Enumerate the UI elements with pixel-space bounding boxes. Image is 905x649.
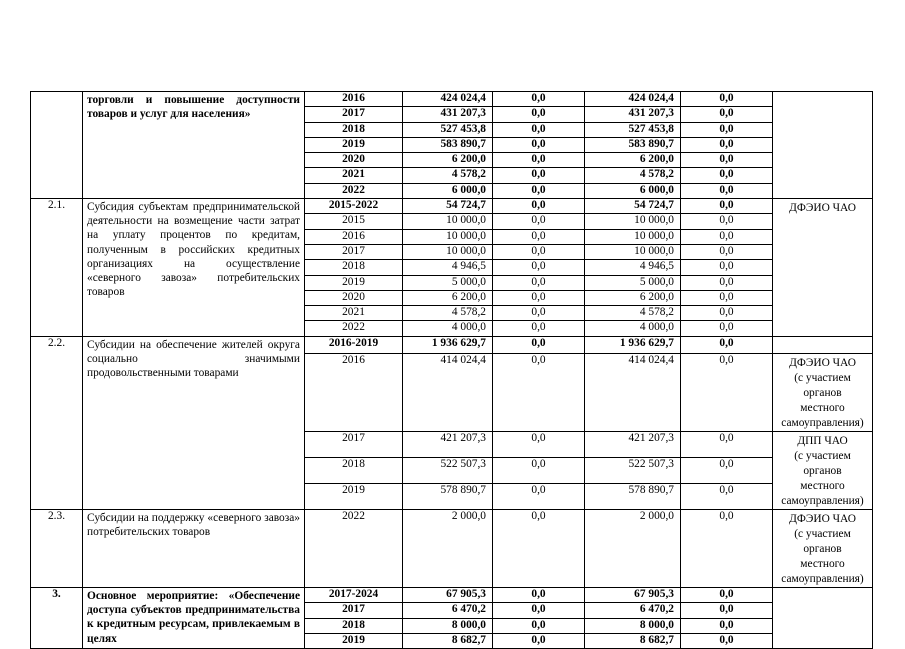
other-amount-cell: 0,0	[681, 290, 773, 305]
total-amount-cell: 414 024,4	[403, 354, 493, 432]
other-amount-cell: 0,0	[681, 306, 773, 321]
executor-line: (с участием органов	[794, 528, 851, 556]
regional-amount-cell: 4 946,5	[585, 260, 681, 275]
regional-amount-cell: 2 000,0	[585, 510, 681, 588]
other-amount-cell: 0,0	[681, 214, 773, 229]
federal-amount-cell: 0,0	[493, 199, 585, 214]
total-amount-cell: 424 024,4	[403, 92, 493, 107]
other-amount-cell: 0,0	[681, 510, 773, 588]
federal-amount-cell: 0,0	[493, 510, 585, 588]
total-amount-cell: 5 000,0	[403, 275, 493, 290]
year-cell: 2017-2024	[305, 588, 403, 603]
executor-line: местного	[800, 480, 845, 493]
other-amount-cell: 0,0	[681, 275, 773, 290]
regional-amount-cell: 431 207,3	[585, 107, 681, 122]
total-amount-cell: 67 905,3	[403, 588, 493, 603]
regional-amount-cell: 4 578,2	[585, 306, 681, 321]
row-description: Основное мероприятие: «Обеспечение доступа субъектов предпринимательства к кредитным ресурсам, привлекаемым в целях	[83, 588, 305, 649]
row-number: 3.	[31, 588, 83, 649]
federal-amount-cell: 0,0	[493, 484, 585, 510]
year-cell: 2019	[305, 484, 403, 510]
regional-amount-cell: 6 470,2	[585, 603, 681, 618]
other-amount-cell: 0,0	[681, 484, 773, 510]
year-cell: 2022	[305, 321, 403, 336]
other-amount-cell: 0,0	[681, 183, 773, 198]
other-amount-cell: 0,0	[681, 244, 773, 259]
regional-amount-cell: 54 724,7	[585, 199, 681, 214]
other-amount-cell: 0,0	[681, 321, 773, 336]
federal-amount-cell: 0,0	[493, 354, 585, 432]
other-amount-cell: 0,0	[681, 260, 773, 275]
other-amount-cell: 0,0	[681, 153, 773, 168]
year-cell: 2020	[305, 290, 403, 305]
regional-amount-cell: 10 000,0	[585, 244, 681, 259]
federal-amount-cell: 0,0	[493, 432, 585, 458]
row-number: 2.1.	[31, 199, 83, 337]
budget-table	[30, 91, 873, 649]
regional-amount-cell: 10 000,0	[585, 229, 681, 244]
other-amount-cell: 0,0	[681, 603, 773, 618]
regional-amount-cell: 6 200,0	[585, 290, 681, 305]
regional-amount-cell: 5 000,0	[585, 275, 681, 290]
table-row	[31, 510, 873, 588]
regional-amount-cell: 4 578,2	[585, 168, 681, 183]
total-amount-cell: 4 946,5	[403, 260, 493, 275]
other-amount-cell: 0,0	[681, 633, 773, 648]
executor-line: самоуправления)	[781, 573, 864, 586]
year-cell: 2018	[305, 122, 403, 137]
year-cell: 2021	[305, 168, 403, 183]
executor-cell	[773, 510, 873, 588]
executor-line: ДФЭИО ЧАО	[789, 513, 856, 526]
executor-cell: ДФЭИО ЧАО	[773, 199, 873, 337]
year-cell: 2017	[305, 603, 403, 618]
year-cell: 2017	[305, 107, 403, 122]
regional-amount-cell: 6 000,0	[585, 183, 681, 198]
total-amount-cell: 8 000,0	[403, 618, 493, 633]
row-description: торговли и повышение доступности товаров и услуг для населения»	[83, 92, 305, 199]
federal-amount-cell: 0,0	[493, 588, 585, 603]
federal-amount-cell: 0,0	[493, 137, 585, 152]
federal-amount-cell: 0,0	[493, 458, 585, 484]
total-amount-cell: 10 000,0	[403, 229, 493, 244]
other-amount-cell: 0,0	[681, 92, 773, 107]
total-amount-cell: 54 724,7	[403, 199, 493, 214]
total-amount-cell: 527 453,8	[403, 122, 493, 137]
total-amount-cell: 431 207,3	[403, 107, 493, 122]
federal-amount-cell: 0,0	[493, 153, 585, 168]
regional-amount-cell: 1 936 629,7	[585, 336, 681, 353]
regional-amount-cell: 527 453,8	[585, 122, 681, 137]
table-row	[31, 92, 873, 107]
year-cell: 2016-2019	[305, 336, 403, 353]
total-amount-cell: 421 207,3	[403, 432, 493, 458]
other-amount-cell: 0,0	[681, 618, 773, 633]
total-amount-cell: 10 000,0	[403, 244, 493, 259]
row-description: Субсидии на обеспечение жителей округа социально значимыми продовольственными товарами	[83, 336, 305, 509]
executor-cell	[773, 336, 873, 353]
year-cell: 2017	[305, 432, 403, 458]
federal-amount-cell: 0,0	[493, 336, 585, 353]
regional-amount-cell: 67 905,3	[585, 588, 681, 603]
total-amount-cell: 1 936 629,7	[403, 336, 493, 353]
total-amount-cell: 6 200,0	[403, 290, 493, 305]
federal-amount-cell: 0,0	[493, 321, 585, 336]
executor-line: местного	[800, 402, 845, 415]
other-amount-cell: 0,0	[681, 168, 773, 183]
regional-amount-cell: 4 000,0	[585, 321, 681, 336]
year-cell: 2016	[305, 92, 403, 107]
regional-amount-cell: 8 000,0	[585, 618, 681, 633]
year-cell: 2018	[305, 260, 403, 275]
total-amount-cell: 4 578,2	[403, 306, 493, 321]
year-cell: 2019	[305, 137, 403, 152]
executor-line: ДПП ЧАО	[797, 435, 848, 448]
row-number	[31, 92, 83, 199]
row-number: 2.3.	[31, 510, 83, 588]
total-amount-cell: 10 000,0	[403, 214, 493, 229]
year-cell: 2021	[305, 306, 403, 321]
regional-amount-cell: 10 000,0	[585, 214, 681, 229]
federal-amount-cell: 0,0	[493, 107, 585, 122]
table-row	[31, 199, 873, 214]
total-amount-cell: 4 000,0	[403, 321, 493, 336]
year-cell: 2018	[305, 618, 403, 633]
other-amount-cell: 0,0	[681, 432, 773, 458]
other-amount-cell: 0,0	[681, 107, 773, 122]
year-cell: 2016	[305, 229, 403, 244]
other-amount-cell: 0,0	[681, 336, 773, 353]
regional-amount-cell: 414 024,4	[585, 354, 681, 432]
total-amount-cell: 578 890,7	[403, 484, 493, 510]
federal-amount-cell: 0,0	[493, 168, 585, 183]
row-description: Субсидии на поддержку «северного завоза» потребительских товаров	[83, 510, 305, 588]
year-cell: 2017	[305, 244, 403, 259]
federal-amount-cell: 0,0	[493, 92, 585, 107]
year-cell: 2016	[305, 354, 403, 432]
federal-amount-cell: 0,0	[493, 122, 585, 137]
federal-amount-cell: 0,0	[493, 260, 585, 275]
federal-amount-cell: 0,0	[493, 229, 585, 244]
total-amount-cell: 6 200,0	[403, 153, 493, 168]
total-amount-cell: 583 890,7	[403, 137, 493, 152]
executor-cell	[773, 354, 873, 432]
federal-amount-cell: 0,0	[493, 633, 585, 648]
total-amount-cell: 522 507,3	[403, 458, 493, 484]
federal-amount-cell: 0,0	[493, 214, 585, 229]
other-amount-cell: 0,0	[681, 137, 773, 152]
executor-line: самоуправления)	[781, 417, 864, 430]
executor-line: самоуправления)	[781, 495, 864, 508]
executor-line: местного	[800, 558, 845, 571]
regional-amount-cell: 8 682,7	[585, 633, 681, 648]
regional-amount-cell: 522 507,3	[585, 458, 681, 484]
federal-amount-cell: 0,0	[493, 603, 585, 618]
other-amount-cell: 0,0	[681, 199, 773, 214]
total-amount-cell: 6 000,0	[403, 183, 493, 198]
other-amount-cell: 0,0	[681, 122, 773, 137]
regional-amount-cell: 6 200,0	[585, 153, 681, 168]
total-amount-cell: 8 682,7	[403, 633, 493, 648]
federal-amount-cell: 0,0	[493, 290, 585, 305]
federal-amount-cell: 0,0	[493, 306, 585, 321]
executor-line: (с участием органов	[794, 372, 851, 400]
regional-amount-cell: 583 890,7	[585, 137, 681, 152]
other-amount-cell: 0,0	[681, 354, 773, 432]
year-cell: 2015	[305, 214, 403, 229]
federal-amount-cell: 0,0	[493, 244, 585, 259]
year-cell: 2019	[305, 633, 403, 648]
other-amount-cell: 0,0	[681, 229, 773, 244]
year-cell: 2018	[305, 458, 403, 484]
year-cell: 2019	[305, 275, 403, 290]
federal-amount-cell: 0,0	[493, 618, 585, 633]
other-amount-cell: 0,0	[681, 458, 773, 484]
regional-amount-cell: 421 207,3	[585, 432, 681, 458]
total-amount-cell: 4 578,2	[403, 168, 493, 183]
regional-amount-cell: 424 024,4	[585, 92, 681, 107]
regional-amount-cell: 578 890,7	[585, 484, 681, 510]
total-amount-cell: 2 000,0	[403, 510, 493, 588]
row-number: 2.2.	[31, 336, 83, 509]
year-cell: 2015-2022	[305, 199, 403, 214]
executor-line: ДФЭИО ЧАО	[789, 357, 856, 370]
executor-line: (с участием органов	[794, 450, 851, 478]
year-cell: 2022	[305, 510, 403, 588]
total-amount-cell: 6 470,2	[403, 603, 493, 618]
executor-cell	[773, 432, 873, 510]
table-row	[31, 588, 873, 603]
year-cell: 2020	[305, 153, 403, 168]
federal-amount-cell: 0,0	[493, 183, 585, 198]
year-cell: 2022	[305, 183, 403, 198]
row-description: Субсидия субъектам предпринимательской деятельности на возмещение части затрат на уплату процентов по кредитам, полученным в российских кредитных организациях на осуществление «северного завоза» потребительских товаров	[83, 199, 305, 337]
table-row	[31, 336, 873, 353]
other-amount-cell: 0,0	[681, 588, 773, 603]
executor-cell	[773, 92, 873, 199]
federal-amount-cell: 0,0	[493, 275, 585, 290]
